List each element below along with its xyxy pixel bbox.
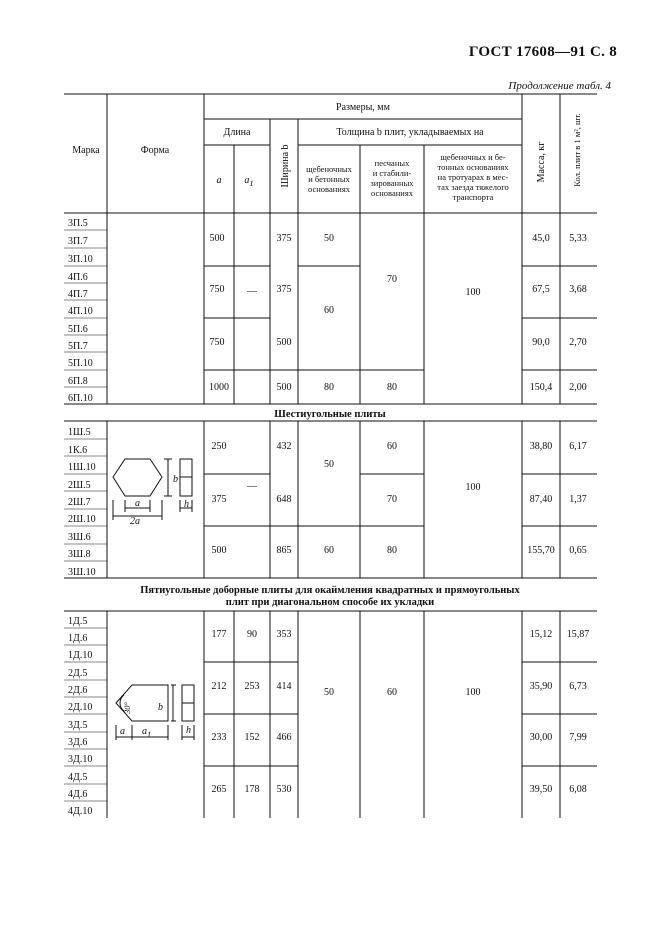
mark-cell: 4Д.5 xyxy=(68,772,88,783)
s3-w-2: 466 xyxy=(276,732,292,743)
header-sizes: Размеры, мм xyxy=(336,102,390,113)
s3-m-0: 15,12 xyxy=(529,629,553,640)
hex-a-label: a xyxy=(135,498,140,509)
header-count: Кол. плит в 1 м², шт. xyxy=(572,113,582,187)
header-th3-l2: тонных основаниях xyxy=(437,162,509,172)
header-length: Длина xyxy=(223,127,251,138)
header-th2-l3: зированных xyxy=(370,178,414,188)
header-th3-l3: на тротуарах в мес- xyxy=(437,172,509,182)
hex-h-label: h xyxy=(184,499,189,510)
s1-a-1: 750 xyxy=(209,284,225,295)
header-mass: Масса, кг xyxy=(536,141,547,183)
section-3-title-l1: Пятиугольные доборные плиты для окаймления квадратных и прямоугольных xyxy=(140,585,520,596)
header-form: Форма xyxy=(140,145,170,156)
mark-cell: 3Ш.6 xyxy=(68,532,91,543)
s2-th2-0: 60 xyxy=(387,441,397,452)
mark-cell: 2Д.6 xyxy=(68,685,88,696)
s1-w-3: 500 xyxy=(276,382,292,393)
s1-a-0: 500 xyxy=(209,233,225,244)
s2-m-1: 87,40 xyxy=(529,494,553,505)
header-a1: $а_1$ xyxy=(244,175,254,188)
s3-a1-2: 152 xyxy=(244,732,260,743)
mark-cell: 4П.10 xyxy=(68,306,93,317)
header-th1-l1: щебеночных xyxy=(306,164,352,174)
s2-w-2: 865 xyxy=(276,545,292,556)
s1-w-2: 500 xyxy=(276,337,292,348)
s2-a-1: 375 xyxy=(211,494,227,505)
mark-cell: 1Ш.10 xyxy=(68,462,96,473)
s3-w-3: 530 xyxy=(276,784,292,795)
s1-a-3: 1000 xyxy=(209,382,229,393)
s3-a1-0: 90 xyxy=(247,629,257,640)
mark-cell: 4Д.10 xyxy=(68,806,93,817)
mark-cell: 2Ш.7 xyxy=(68,497,91,508)
mark-cell: 3П.7 xyxy=(68,236,88,247)
header-a: а xyxy=(216,175,222,186)
s1-m-2: 90,0 xyxy=(532,337,550,348)
s2-w-1: 648 xyxy=(276,494,292,505)
s2-th2-2: 80 xyxy=(387,545,397,556)
s3-m-3: 39,50 xyxy=(529,784,553,795)
section-2-marks xyxy=(68,427,96,578)
header-th2-l4: основаниях xyxy=(371,188,413,198)
s3-w-1: 414 xyxy=(276,681,292,692)
mark-cell: 2Ш.5 xyxy=(68,480,91,491)
s3-m-2: 30,00 xyxy=(529,732,553,743)
s1-th3: 100 xyxy=(465,287,481,298)
s2-w-0: 432 xyxy=(276,441,292,452)
s2-n-1: 1,37 xyxy=(569,494,587,505)
s3-n-2: 7,99 xyxy=(569,732,587,743)
mark-cell: 1Ш.5 xyxy=(68,427,91,438)
s2-a1-dash: — xyxy=(247,481,257,492)
mark-cell: 3Ш.8 xyxy=(68,549,91,560)
s1-m-3: 150,4 xyxy=(529,382,553,393)
mark-cell: 5П.10 xyxy=(68,358,93,369)
s3-a-3: 265 xyxy=(211,784,227,795)
s2-a-2: 500 xyxy=(211,545,227,556)
s1-w-1: 375 xyxy=(276,284,292,295)
page-header: ГОСТ 17608—91 С. 8 xyxy=(468,44,617,60)
s1-a-2: 750 xyxy=(209,337,225,348)
header-th1-l3: основаниях xyxy=(308,184,350,194)
s3-n-0: 15,87 xyxy=(566,629,590,640)
mark-cell: 3П.5 xyxy=(68,218,88,229)
header-th3-l1: щебеночных и бе- xyxy=(440,152,506,162)
s2-m-0: 38,80 xyxy=(529,441,553,452)
s1-th2-1: 80 xyxy=(387,382,397,393)
s3-n-1: 6,73 xyxy=(569,681,587,692)
mark-cell: 2Д.5 xyxy=(68,668,88,679)
pent-b-label: b xyxy=(158,702,163,713)
mark-cell: 3Д.5 xyxy=(68,720,88,731)
section-1-marks xyxy=(68,218,93,404)
section-3-marks xyxy=(68,616,92,817)
hexagon-plate-figure xyxy=(113,459,192,520)
s1-w-0: 375 xyxy=(276,233,292,244)
s2-m-2: 155,70 xyxy=(527,545,555,556)
header-th3-l4: тах заезда тяжелого xyxy=(437,182,509,192)
s2-n-2: 0,65 xyxy=(569,545,587,556)
mark-cell: 1К.6 xyxy=(68,445,88,456)
mark-cell: 5П.6 xyxy=(68,324,88,335)
s3-m-1: 35,90 xyxy=(529,681,553,692)
s1-n-1: 3,68 xyxy=(569,284,587,295)
pent-a1-label: $a_1$ xyxy=(142,726,152,739)
s3-a1-1: 253 xyxy=(244,681,260,692)
s3-a-2: 233 xyxy=(211,732,227,743)
mark-cell: 6П.8 xyxy=(68,376,88,387)
s3-n-3: 6,08 xyxy=(569,784,587,795)
mark-cell: 3Д.6 xyxy=(68,737,88,748)
s1-th2-0: 70 xyxy=(387,274,397,285)
pent-a-label: a xyxy=(120,726,125,737)
s1-th1-2: 80 xyxy=(324,382,334,393)
s3-w-0: 353 xyxy=(276,629,292,640)
s2-th2-1: 70 xyxy=(387,494,397,505)
s3-th3: 100 xyxy=(465,687,481,698)
s1-n-3: 2,00 xyxy=(569,382,587,393)
mark-cell: 4П.7 xyxy=(68,289,88,300)
mark-cell: 1Д.5 xyxy=(68,616,88,627)
mark-cell: 1Д.6 xyxy=(68,633,88,644)
s2-n-0: 6,17 xyxy=(569,441,587,452)
s1-a1-dash: — xyxy=(247,286,257,297)
header-thickness: Толщина b плит, укладываемых на xyxy=(336,127,484,138)
s2-th3: 100 xyxy=(465,482,481,493)
section-3-title-l2: плит при диагональном способе их укладки xyxy=(225,597,435,608)
header-width: Ширина b xyxy=(280,144,291,188)
mark-cell: 2Д.10 xyxy=(68,702,93,713)
s3-th1: 50 xyxy=(324,687,334,698)
s3-th2: 60 xyxy=(387,687,397,698)
s3-a-1: 212 xyxy=(211,681,227,692)
s1-n-0: 5,33 xyxy=(569,233,587,244)
section-2-title: Шестиугольные плиты xyxy=(274,409,386,420)
mark-cell: 6П.10 xyxy=(68,393,93,404)
s2-th1-1: 60 xyxy=(324,545,334,556)
mark-cell: 3Ш.10 xyxy=(68,567,96,578)
header-th2-l1: песчаных xyxy=(374,158,410,168)
s1-m-1: 67,5 xyxy=(532,284,550,295)
header-th1-l2: и бетонных xyxy=(308,174,350,184)
s1-th1-1: 60 xyxy=(324,305,334,316)
s1-n-2: 2,70 xyxy=(569,337,587,348)
s3-a1-3: 178 xyxy=(244,784,260,795)
table-continuation-label: Продолжение табл. 4 xyxy=(508,80,611,92)
mark-cell: 3Д.10 xyxy=(68,754,93,765)
mark-cell: 4П.6 xyxy=(68,272,88,283)
s2-th1-0: 50 xyxy=(324,459,334,470)
pent-h-label: h xyxy=(186,725,191,736)
hex-b-label: b xyxy=(173,474,178,485)
mark-cell: 3П.10 xyxy=(68,254,93,265)
s1-m-0: 45,0 xyxy=(532,233,550,244)
header-mark: Марка xyxy=(72,145,100,156)
mark-cell: 2Ш.10 xyxy=(68,514,96,525)
s1-th1-0: 50 xyxy=(324,233,334,244)
s2-a-0: 250 xyxy=(211,441,227,452)
mark-cell: 4Д.6 xyxy=(68,789,88,800)
s3-a-0: 177 xyxy=(211,629,227,640)
mark-cell: 5П.7 xyxy=(68,341,88,352)
hex-2a-label: 2a xyxy=(130,516,140,527)
header-th3-l5: транспорта xyxy=(452,192,494,202)
pent-angle-label: 30° xyxy=(122,702,132,714)
mark-cell: 1Д.10 xyxy=(68,650,93,661)
header-th2-l2: и стабили- xyxy=(372,168,412,178)
